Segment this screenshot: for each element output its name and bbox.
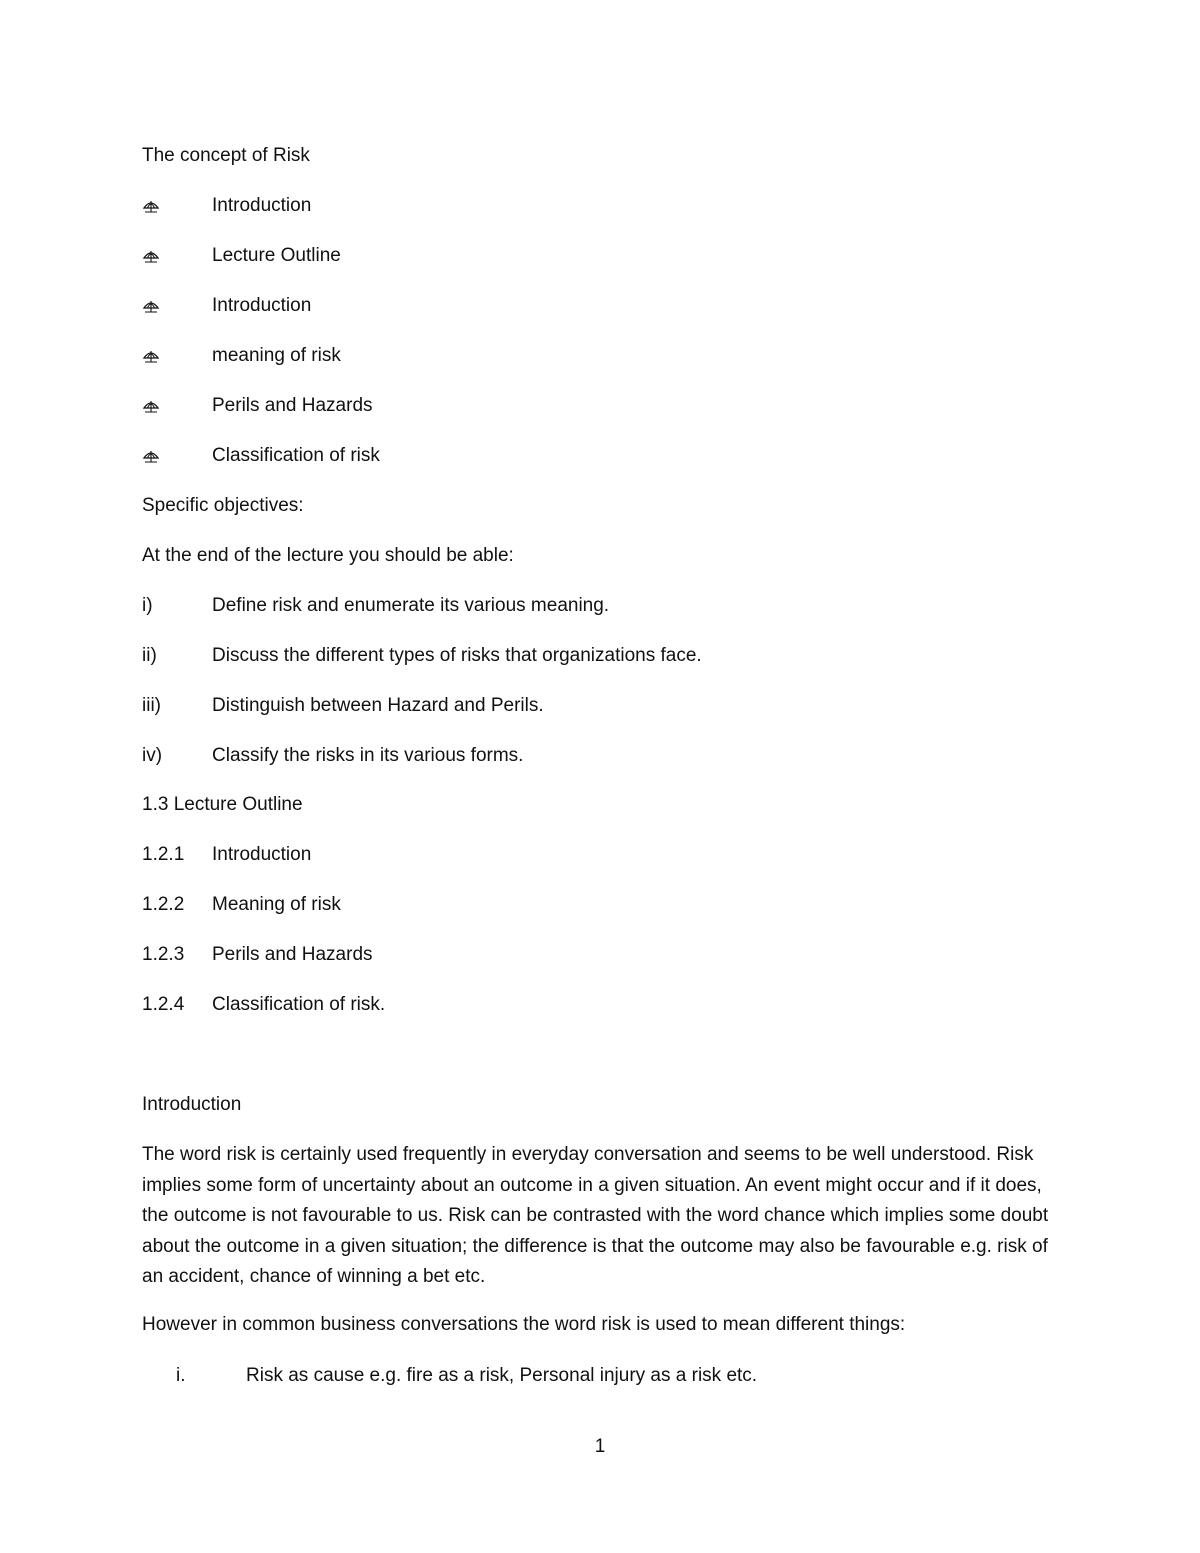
objective-text: Distinguish between Hazard and Perils. <box>212 695 544 716</box>
objectives-heading: Specific objectives: <box>142 495 304 516</box>
outline-bullet-item: Introduction <box>212 295 312 316</box>
outline-number: 1.2.4 <box>142 994 185 1015</box>
outline-bullet-item: Classification of risk <box>212 445 380 466</box>
intro-paragraph: The word risk is certainly used frequently in everyday conversation and seems to be well understood. Risk implies some form of uncertainty about an outcome in a given situation. An event might occur and if it does, the outcome is not favourable to us. Risk can be contrasted with the word chance which implies some doubt about the outcome in a given situation; the difference is that the outcome may also be favourable e.g. risk of an accident, chance of winning a bet etc. <box>142 1144 1049 1287</box>
objective-marker: iii) <box>142 695 161 716</box>
outline-number: 1.2.2 <box>142 894 185 915</box>
umbrella-icon <box>142 294 202 318</box>
meaning-marker: i. <box>176 1365 186 1386</box>
outline-bullet-item: Lecture Outline <box>212 245 341 266</box>
outline-bullet-item: Perils and Hazards <box>212 395 373 416</box>
objective-text: Classify the risks in its various forms. <box>212 745 524 766</box>
umbrella-icon <box>142 394 202 418</box>
meaning-text: Risk as cause e.g. fire as a risk, Personal injury as a risk etc. <box>246 1365 758 1386</box>
document-title: The concept of Risk <box>142 145 310 166</box>
outline-item-text: Introduction <box>212 844 312 865</box>
umbrella-icon <box>142 244 202 268</box>
outline-item-text: Meaning of risk <box>212 894 341 915</box>
outline-bullet-item: meaning of risk <box>212 345 341 366</box>
objective-text: Discuss the different types of risks that organizations face. <box>212 645 702 666</box>
outline-item-text: Classification of risk. <box>212 994 386 1015</box>
outline-number: 1.2.1 <box>142 844 185 865</box>
outline-bullet-item: Introduction <box>212 195 312 216</box>
objective-marker: i) <box>142 595 153 616</box>
objective-text: Define risk and enumerate its various meaning. <box>212 595 610 616</box>
umbrella-icon <box>142 344 202 368</box>
umbrella-icon <box>142 194 202 218</box>
objective-marker: iv) <box>142 745 163 766</box>
outline-item-text: Perils and Hazards <box>212 944 373 965</box>
however-paragraph: However in common business conversations the word risk is used to mean different things: <box>142 1314 906 1335</box>
objective-marker: ii) <box>142 645 157 666</box>
outline-heading: 1.3 Lecture Outline <box>142 794 303 815</box>
outline-number: 1.2.3 <box>142 944 185 965</box>
intro-heading: Introduction <box>142 1094 242 1115</box>
umbrella-icon <box>142 444 202 468</box>
page-number: 1 <box>594 1436 606 1457</box>
objectives-intro: At the end of the lecture you should be able: <box>142 545 514 566</box>
